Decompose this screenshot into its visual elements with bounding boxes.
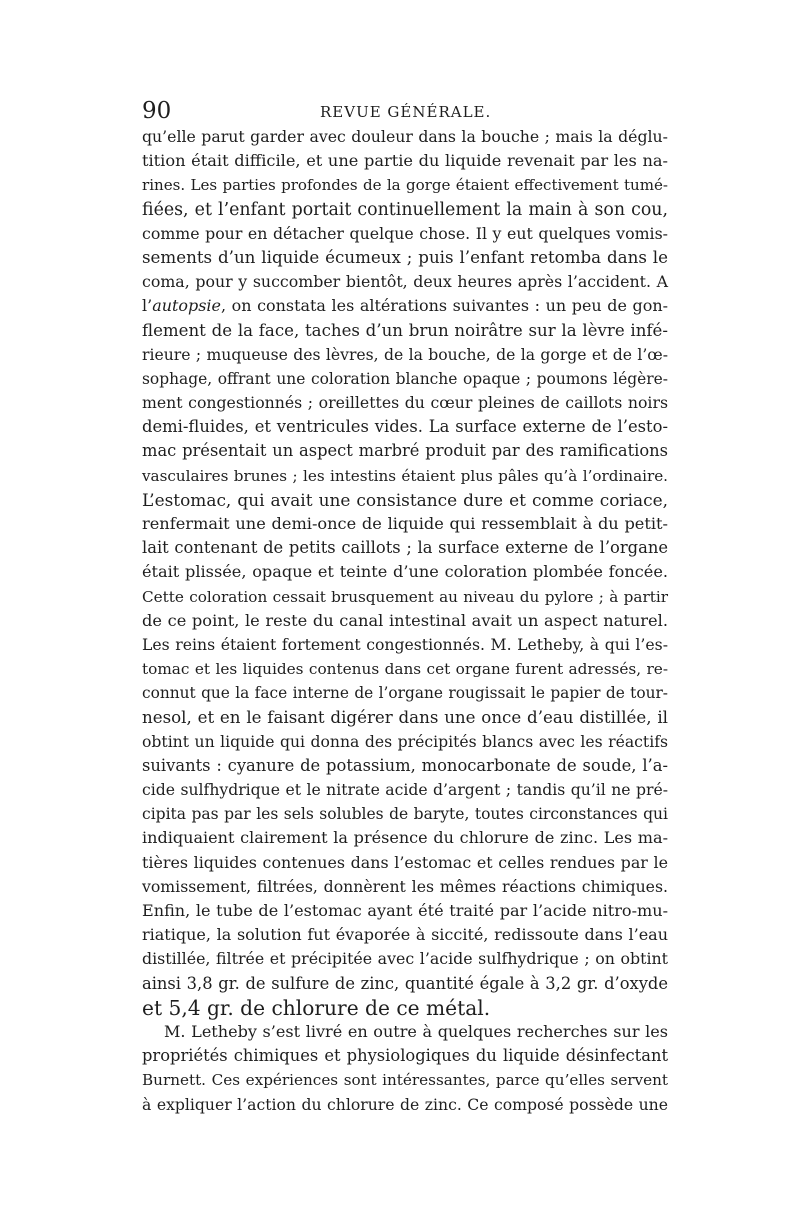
text-line: Les reins étaient fortement congestionnés. M. Letheby, à qui l’es- [142,634,668,654]
text-segment: l’ [142,296,153,316]
body-text [142,125,668,1117]
text-line: demi-fluides, et ventricules vides. La surface externe de l’esto- [142,417,668,437]
text-line: ment congestionnés ; oreillettes du cœur pleines de caillots noirs [142,393,668,413]
text-line: rines. Les parties profondes de la gorge étaient effectivement tumé- [142,176,668,195]
text-line: était plissée, opaque et teinte d’une coloration plombée foncée. [142,562,668,582]
text-line: nesol, et en le faisant digérer dans une once d’eau distillée, il [142,707,668,727]
text-line: qu’elle parut garder avec douleur dans la bouche ; mais la déglu- [142,127,668,146]
text-line: M. Letheby s’est livré en outre à quelques recherches sur les [164,1021,668,1041]
text-line: rieure ; muqueuse des lèvres, de la bouche, de la gorge et de l’œ- [142,345,668,364]
text-line: de ce point, le reste du canal intestinal avait un aspect naturel. [142,610,668,630]
text-line: vasculaires brunes ; les intestins étaient plus pâles qu’à l’ordinaire. [142,466,668,485]
text-segment: , on constata les altérations suivantes : un peu de gon- [220,296,668,316]
text-line: renfermait une demi-once de liquide qui ressemblait à du petit- [142,514,668,533]
italic-term: autopsie [152,296,221,316]
text-line: tières liquides contenues dans l’estomac et celles rendues par le [142,852,668,872]
text-line [142,294,668,318]
text-line: flement de la face, taches d’un brun noirâtre sur la lèvre infé- [142,320,668,340]
text-line: Cette coloration cessait brusquement au niveau du pylore ; à partir [142,587,668,606]
text-line: sophage, offrant une coloration blanche opaque ; poumons légère- [142,369,668,388]
text-line: vomissement, filtrées, donnèrent les mêmes réactions chimiques. [142,876,668,896]
text-line: tomac et les liquides contenus dans cet organe furent adressés, re- [142,660,668,679]
text-line: Burnett. Ces expériences sont intéressantes, parce qu’elles servent [142,1071,668,1090]
running-title: REVUE GÉNÉRALE. [320,103,492,121]
text-line: ainsi 3,8 gr. de sulfure de zinc, quantité égale à 3,2 gr. d’oxyde [142,973,668,993]
text-line: cide sulfhydrique et le nitrate acide d’argent ; tandis qu’il ne pré- [142,780,668,800]
text-line: suivants : cyanure de potassium, monocarbonate de soude, l’a- [142,755,668,775]
page-number: 90 [142,98,172,124]
text-line: et 5,4 gr. de chlorure de ce métal. [142,995,491,1020]
text-line: tition était difficile, et une partie du liquide revenait par les na- [142,151,668,171]
text-line: cipita pas par les sels solubles de baryte, toutes circonstances qui [142,805,668,824]
text-line: indiquaient clairement la présence du chlorure de zinc. Les ma- [142,828,668,848]
text-line: coma, pour y succomber bientôt, deux heures après l’accident. A [142,272,668,292]
text-line: comme pour en détacher quelque chose. Il y eut quelques vomis- [142,223,668,243]
text-line: riatique, la solution fut évaporée à siccité, redissoute dans l’eau [142,925,668,945]
text-line: propriétés chimiques et physiologiques du liquide désinfectant [142,1046,668,1066]
text-line: obtint un liquide qui donna des précipités blancs avec les réactifs [142,731,668,751]
text-line: Enfin, le tube de l’estomac ayant été traité par l’acide nitro-mu- [142,901,668,920]
text-line: fiées, et l’enfant portait continuellement la main à son cou, [142,199,668,220]
text-line: à expliquer l’action du chlorure de zinc. Ce composé possède une [142,1094,668,1114]
text-line: distillée, filtrée et précipitée avec l’acide sulfhydrique ; on obtint [142,949,668,969]
text-line: connut que la face interne de l’organe rougissait le papier de tour- [142,684,668,703]
text-line: L’estomac, qui avait une consistance dure et comme coriace, [142,489,668,510]
text-line: lait contenant de petits caillots ; la surface externe de l’organe [142,538,668,558]
page-header [142,97,670,125]
text-line: mac présentait un aspect marbré produit par des ramifications [142,441,668,461]
text-line: sements d’un liquide écumeux ; puis l’enfant retomba dans le [142,247,668,267]
